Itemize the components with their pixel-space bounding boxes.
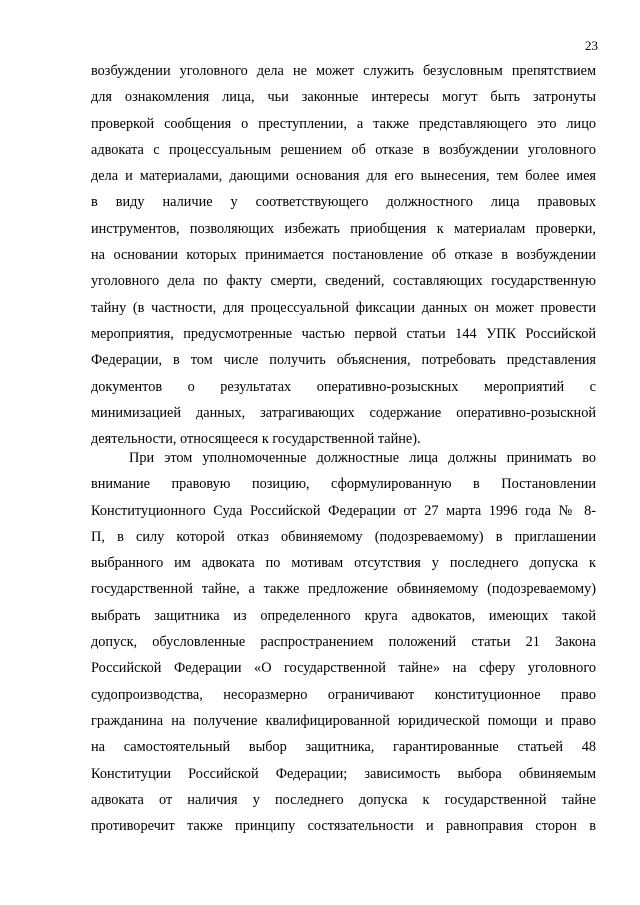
page-number: 23 bbox=[585, 38, 598, 53]
text-line: П, в силу которой отказ обвиняемому (подозреваемому) в приглашении bbox=[91, 528, 596, 545]
text-line: выбрать защитника из определенного круга адвокатов, имеющих такой bbox=[91, 607, 596, 624]
text-line: Федерации, в том числе получить объяснения, потребовать представления bbox=[91, 352, 596, 369]
text-line: внимание правовую позицию, сформулированную в Постановлении bbox=[91, 476, 596, 493]
text-line: минимизацией данных, затрагивающих содержание оперативно-розыскной bbox=[91, 404, 596, 421]
text-line: деятельности, относящееся к государственной тайне). bbox=[91, 431, 421, 448]
text-line: уголовного дела по факту смерти, сведений, составляющих государственную bbox=[91, 273, 596, 290]
text-line: Конституции Российской Федерации; зависимость выбора обвиняемым bbox=[91, 765, 596, 782]
text-line: для ознакомления лица, чьи законные интересы могут быть затронуты bbox=[91, 89, 596, 106]
text-line: возбуждении уголовного дела не может служить безусловным препятствием bbox=[91, 63, 596, 79]
text-line: гражданина на получение квалифицированной юридической помощи и право bbox=[91, 712, 596, 729]
text-line: При этом уполномоченные должностные лица должны принимать во bbox=[129, 450, 596, 466]
paragraph-2 bbox=[91, 445, 596, 839]
text-line: судопроизводства, несоразмерно ограничивают конституционное право bbox=[91, 686, 596, 703]
text-line: тайну (в частности, для процессуальной фиксации данных он может провести bbox=[91, 299, 596, 316]
text-line: документов о результатах оперативно-розыскных мероприятий с bbox=[91, 378, 596, 395]
text-line: адвоката от наличия у последнего допуска к государственной тайне bbox=[91, 791, 596, 808]
text-line: на самостоятельный выбор защитника, гарантированные статьей 48 bbox=[91, 739, 596, 756]
text-line: на основании которых принимается постановление об отказе в возбуждении bbox=[91, 247, 596, 264]
text-line: мероприятия, предусмотренные частью первой статьи 144 УПК Российской bbox=[91, 325, 596, 342]
text-line: инструментов, позволяющих избежать приобщения к материалам проверки, bbox=[91, 220, 596, 237]
paragraph-1 bbox=[91, 58, 596, 452]
text-line: противоречит также принципу состязательности и равноправия сторон в bbox=[91, 818, 596, 835]
text-line: государственной тайне, а также предложение обвиняемому (подозреваемому) bbox=[91, 581, 596, 598]
text-line: проверкой сообщения о преступлении, а также представляющего это лицо bbox=[91, 115, 596, 132]
text-line: Конституционного Суда Российской Федерации от 27 марта 1996 года № 8- bbox=[91, 502, 596, 519]
text-line: Российской Федерации «О государственной тайне» на сферу уголовного bbox=[91, 660, 596, 677]
text-line: адвоката с процессуальным решением об отказе в возбуждении уголовного bbox=[91, 141, 596, 158]
text-line: выбранного им адвоката по мотивам отсутствия у последнего допуска к bbox=[91, 555, 596, 572]
text-line: дела и материалами, дающими основания для его вынесения, тем более имея bbox=[91, 168, 596, 185]
text-line: допуск, обусловленные распространением положений статьи 21 Закона bbox=[91, 634, 596, 651]
text-line: в виду наличие у соответствующего должностного лица правовых bbox=[91, 194, 596, 211]
